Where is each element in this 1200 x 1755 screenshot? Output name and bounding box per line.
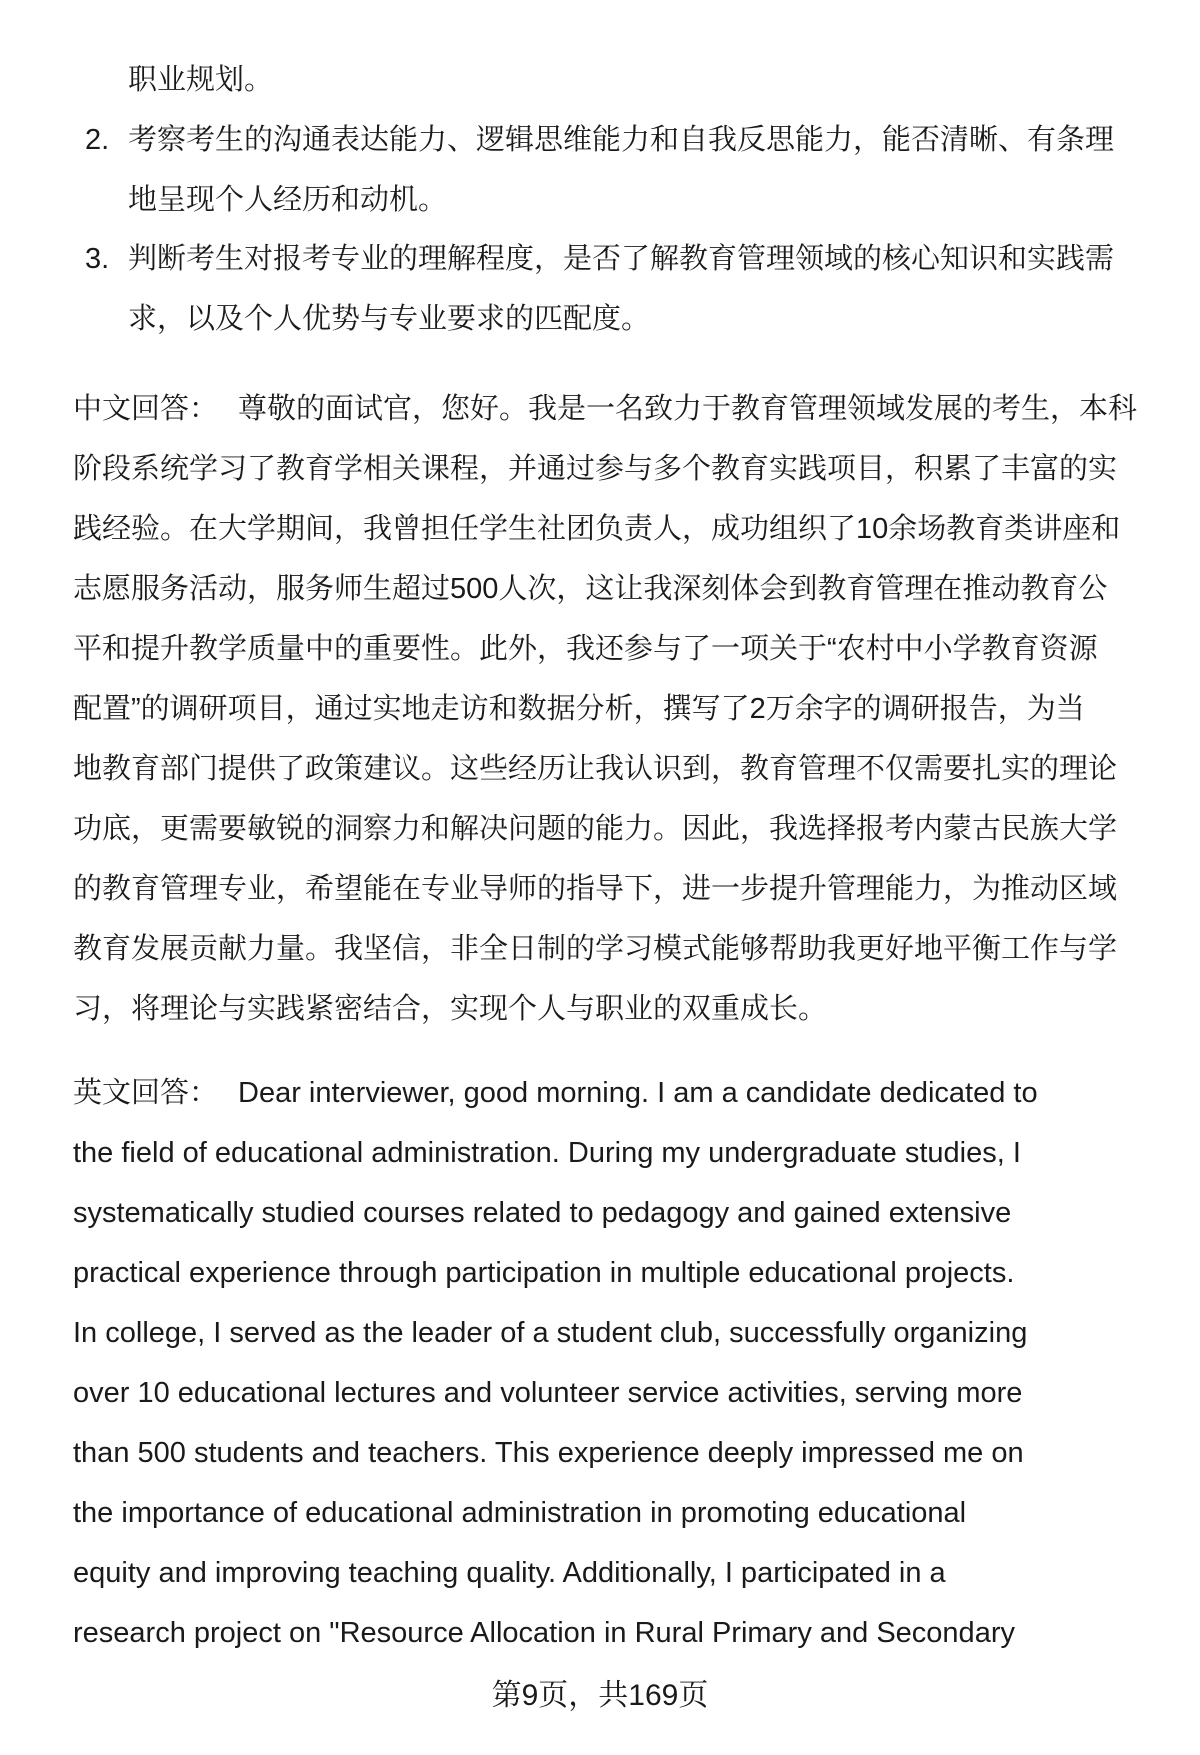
paragraph-line: 志愿服务活动，服务师生超过500人次，这让我深刻体会到教育管理在推动教育公 [73,573,1108,605]
paragraph-line: 平和提升教学质量中的重要性。此外，我还参与了一项关于“农村中小学教育资源 [73,633,1098,665]
paragraph-line [73,391,1137,427]
list-text: 判断考生对报考专业的理解程度，是否了解教育管理领域的核心知识和实践需 [128,243,1115,275]
paragraph-line [73,1075,1038,1111]
paragraph-line: 配置”的调研项目，通过实地走访和数据分析，撰写了2万余字的调研报告，为当 [73,693,1085,725]
list-text: 地呈现个人经历和动机。 [128,184,448,216]
paragraph-line: 践经验。在大学期间，我曾担任学生社团负责人，成功组织了10余场教育类讲座和 [73,513,1121,545]
list-text: 求，以及个人优势与专业要求的匹配度。 [128,303,651,335]
paragraph-line: 地教育部门提供了政策建议。这些经历让我认识到，教育管理不仅需要扎实的理论 [73,753,1118,785]
list-number: 3. [85,243,110,275]
paragraph-line: 教育发展贡献力量。我坚信，非全日制的学习模式能够帮助我更好地平衡工作与学 [73,933,1118,965]
paragraph-line: equity and improving teaching quality. Additionally, I participated in a [73,1557,946,1589]
paragraph-line: over 10 educational lectures and volunteer service activities, serving more [73,1377,1023,1409]
english-answer-label: 英文回答： [73,1077,219,1109]
paragraph-line: research project on "Resource Allocation in Rural Primary and Secondary [73,1617,1015,1649]
paragraph-line: practical experience through participation in multiple educational projects. [73,1257,1015,1289]
paragraph-line: 习，将理论与实践紧密结合，实现个人与职业的双重成长。 [73,993,828,1025]
paragraph-line: the importance of educational administration in promoting educational [73,1497,967,1529]
paragraph-line: than 500 students and teachers. This experience deeply impressed me on [73,1437,1024,1469]
list-continuation: 职业规划。 [128,64,274,96]
chinese-answer-label: 中文回答： [73,393,219,425]
page-number: 第9页，共169页 [491,1679,709,1712]
paragraph-line: systematically studied courses related to pedagogy and gained extensive [73,1197,1012,1229]
paragraph-line: 阶段系统学习了教育学相关课程，并通过参与多个教育实践项目，积累了丰富的实 [73,453,1118,485]
text: 尊敬的面试官，您好。我是一名致力于教育管理领域发展的考生，本科 [238,393,1138,425]
list-number: 2. [85,124,110,156]
paragraph-line: the field of educational administration. During my undergraduate studies, I [73,1137,1021,1169]
text: Dear interviewer, good morning. I am a candidate dedicated to [238,1077,1038,1109]
list-text: 考察考生的沟通表达能力、逻辑思维能力和自我反思能力，能否清晰、有条理 [128,124,1115,156]
paragraph-line: 的教育管理专业，希望能在专业导师的指导下，进一步提升管理能力，为推动区域 [73,873,1118,905]
paragraph-line: 功底，更需要敏锐的洞察力和解决问题的能力。因此，我选择报考内蒙古民族大学 [73,813,1118,845]
paragraph-line: In college, I served as the leader of a student club, successfully organizing [73,1317,1028,1349]
